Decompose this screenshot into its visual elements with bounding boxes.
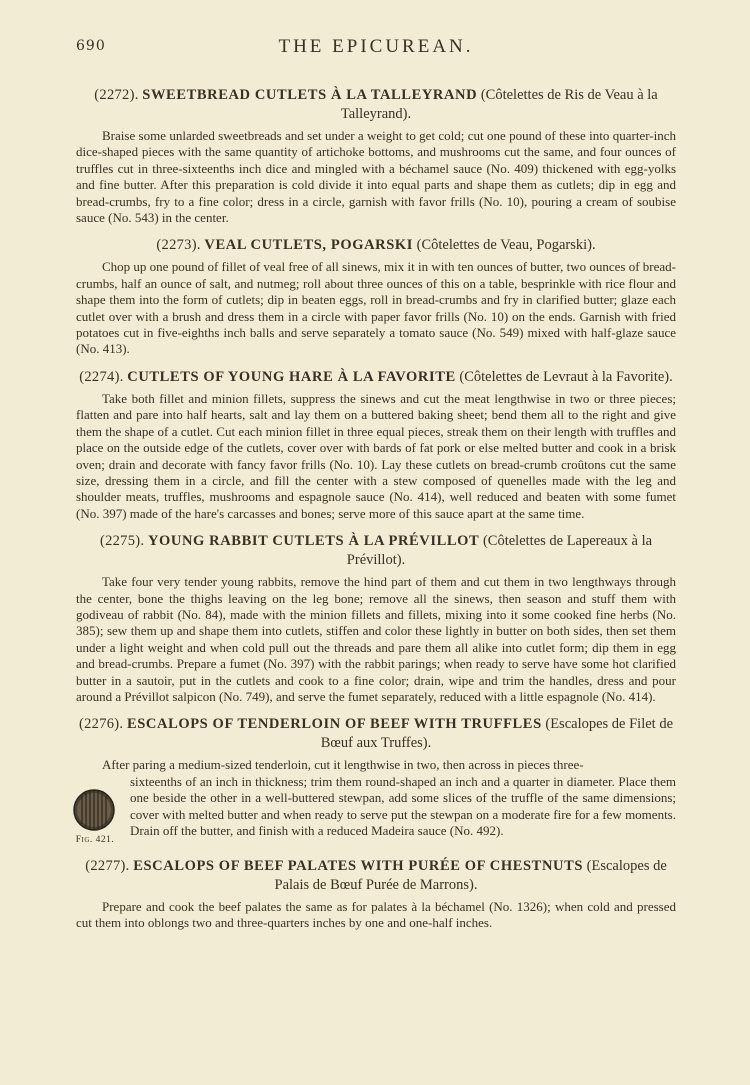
recipe-title: YOUNG RABBIT CUTLETS À LA PRÉVILLOT [147, 533, 480, 550]
escalop-illustration-icon [72, 788, 116, 832]
figure-caption: Fig. 421. [75, 834, 115, 845]
recipe-entry-2277 [76, 857, 676, 932]
recipe-entry-2274 [76, 368, 676, 522]
recipe-entry-2272 [76, 86, 676, 226]
recipe-number: (2275). [99, 533, 145, 550]
figure [72, 788, 118, 845]
recipe-body: Chop up one pound of fillet of veal free of all sinews, mix it in with ten ounces of butter, two ounces of bread-crumbs, half an ounce of salt, and nutmeg; roll about three ounces of this on a table, besprinkle with rice flour and shape them into the form of cutlets; dip in beaten eggs, roll in bread-crumbs and fry in clarified butter; glaze each cutlet over with a brush and dress them in a circle with paper favor frills (No. 10) on the ends. Garnish with fried potatoes cut in five-eighths inch balls and serve separately a tomato sauce (No. 549) mixed with half-glaze sauce (No. 413). [76, 259, 676, 357]
recipe-number: (2274). [79, 368, 124, 385]
recipe-entry-2275 [76, 532, 676, 705]
recipe-list [76, 86, 676, 932]
recipe-heading [76, 86, 676, 124]
page-header [76, 36, 676, 66]
recipe-body: Take four very tender young rabbits, remove the hind part of them and cut them in two lengthways through the center, bone the thighs leaving on the leg bone; remove all the sinews, then season and stuff them with godiveau of rabbit (No. 84), made with the minion fillets and fillets, mixing into it some cooked fine herbs (No. 385); sew them up and shape them into cutlets, stiffen and color these lightly in butter on both sides, then set them under a light weight and when cold pull out the threads and pare them all alike into cutlet form; dip them in egg and bread-crumbs. Prepare a fumet (No. 397) with the rabbit parings; when ready to serve have some hot clarified butter in a sautoir, put in the cutlets and cook to a fine color; drain, wipe and trim the handles, dress and pour around a Prévillot salpicon (No. 749), and serve the fumet separately, reduced with a little espagnole (No. 414). [76, 574, 676, 704]
recipe-title: VEAL CUTLETS, POGARSKI [204, 237, 414, 254]
recipe-body: sixteenths of an inch in thickness; trim them round-shaped an inch and a quarter in diameter. Place them one beside the other in a well-buttered stewpan, add some slices of the truffle of the same dimensions; cover with melted butter and when ready to serve put the stewpan on a moderate fire for a few moments. Drain off the butter, and finish with a reduced Madeira sauce (No. 492). [130, 773, 676, 838]
recipe-heading [76, 715, 676, 753]
recipe-french-title: (Côtelettes de Veau, Pogarski). [416, 237, 596, 254]
recipe-title: ESCALOPS OF TENDERLOIN OF BEEF WITH TRUFFLES [126, 716, 542, 733]
recipe-heading [76, 532, 676, 570]
recipe-heading [76, 857, 676, 895]
recipe-number: (2277). [85, 857, 130, 874]
recipe-body: Prepare and cook the beef palates the same as for palates à la béchamel (No. 1326); when cold and pressed cut them into oblongs two and three-quarters inches by one and one-half inches. [76, 898, 676, 931]
recipe-entry-2273 [76, 236, 676, 357]
recipe-body: Braise some unlarded sweetbreads and set under a weight to get cold; cut one pound of these into quarter-inch dice-shaped pieces with the same quantity of artichoke bottoms, and mushrooms cut the same, and four ounces of truffles cut in three-sixteenths inch dice and mingled with a béchamel sauce (No. 409) thickened with egg-yolks and fine butter. After this preparation is cold divide it into equal parts and shape them as cutlets; dip in egg and bread-crumbs, fry to a fine color; dress in a circle, garnish with favor frills (No. 10), pouring a cream of soubise sauce (No. 543) in the center. [76, 128, 676, 226]
recipe-title: CUTLETS OF YOUNG HARE À LA FAVORITE [127, 368, 456, 385]
recipe-title: ESCALOPS OF BEEF PALATES WITH PURÉE OF CHESTNUTS [133, 857, 584, 874]
recipe-french-title: (Escalopes de Filet de Bœuf aux Truffes). [320, 716, 674, 752]
recipe-number: (2273). [156, 237, 201, 254]
page-number: 690 [76, 38, 106, 54]
recipe-title: SWEETBREAD CUTLETS À LA TALLEYRAND [142, 87, 478, 103]
recipe-french-title: (Côtelettes de Lapereaux à la Prévillot). [346, 533, 653, 569]
recipe-body-lead: After paring a medium-sized tenderloin, cut it lengthwise in two, then across in pieces three- [102, 757, 584, 773]
recipe-body: Take both fillet and minion fillets, suppress the sinews and cut the meat lengthwise in two or three pieces; flatten and pare into half hearts, salt and lay them on a buttered baking sheet; bend them all to the right and give them the shape of a cutlet. Cut each minion fillet in three equal pieces, streak them on their length with truffles and place on the outside edge of the cutlets, cover over with bards of fat pork or else melted butter and cook in a brisk oven; drain and decorate with fancy favor frills (No. 10). Lay these cutlets on bread-crumb croûtons cut the same size, dressing them in a circle, and fill the center with a stew composed of quenelles made with the leg and shoulder meats, truffles, mushrooms and espagnole sauce (No. 414), well reduced and beaten with some fumet (No. 397) made of the hare's carcasses and bones; serve more of this sauce apart at the same time. [76, 390, 676, 521]
recipe-entry-2276 [76, 715, 676, 846]
recipe-number: (2276). [78, 716, 124, 733]
recipe-heading [76, 236, 676, 255]
recipe-heading [76, 368, 676, 387]
recipe-number: (2272). [94, 87, 139, 103]
recipe-french-title: (Escalopes de Palais de Bœuf Purée de Marrons). [274, 857, 667, 893]
running-title: THE EPICUREAN. [278, 36, 474, 57]
recipe-french-title: (Côtelettes de Ris de Veau à la Talleyrand). [340, 87, 658, 122]
recipe-french-title: (Côtelettes de Levraut à la Favorite). [459, 368, 673, 385]
